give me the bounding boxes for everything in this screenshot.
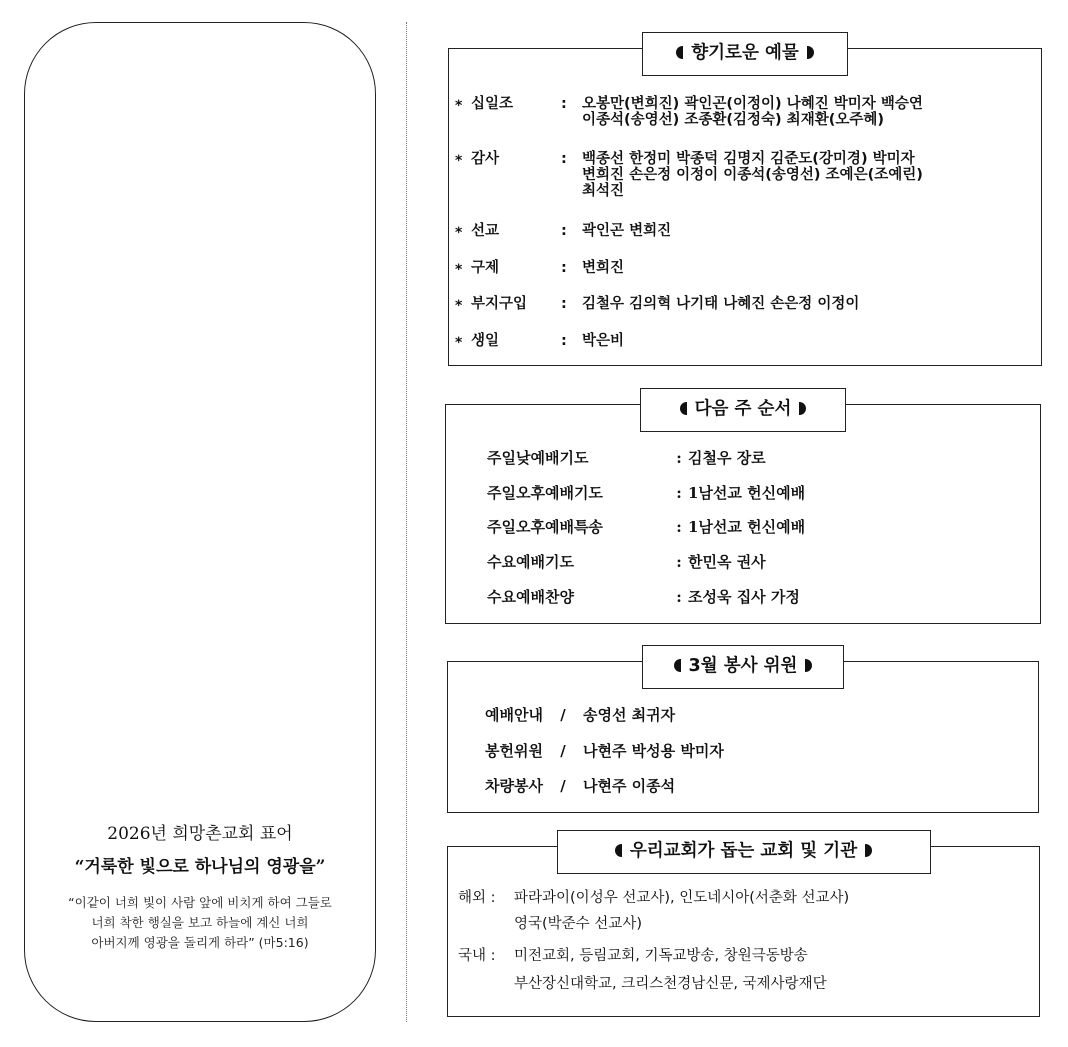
order-label: 수요예배찬양 <box>487 588 574 606</box>
half-circle-right-icon <box>865 844 872 857</box>
order-row <box>487 482 805 503</box>
order-label: 주일낮예배기도 <box>487 449 589 467</box>
next-week-section <box>445 399 1041 624</box>
offering-colon: : <box>561 296 567 312</box>
offering-names <box>582 223 1032 239</box>
order-row <box>487 586 800 607</box>
volunteer-row <box>485 704 675 725</box>
order-label: 주일오후예배특송 <box>487 518 603 536</box>
offerings-title-text: 향기로운 예물 <box>691 43 799 63</box>
order-value: 김철우 장로 <box>688 449 766 467</box>
order-colon: : <box>676 553 682 571</box>
names-line: 백종선 한정미 박종덕 김명지 김준도(강미경) 박미자 <box>582 151 915 167</box>
half-circle-right-icon <box>807 46 814 59</box>
offering-colon: : <box>561 260 567 276</box>
motto-block <box>25 819 375 953</box>
volunteers-title <box>642 645 844 689</box>
order-label: 수요예배기도 <box>487 553 574 571</box>
bullet-mark: * <box>455 298 463 314</box>
motto-slogan: “거룩한 빛으로 하나님의 영광을” <box>74 857 326 877</box>
names-line: 이종석(송영선) 조종환(김정숙) 최재환(오주혜) <box>582 112 884 128</box>
supported-title-text: 우리교회가 돕는 교회 및 기관 <box>629 841 858 861</box>
verse-line: 너희 착한 행실을 보고 하늘에 계신 너희 <box>91 915 309 930</box>
order-value: 조성욱 집사 가정 <box>688 588 800 606</box>
verse-line: “이같이 너희 빛이 사람 앞에 비치게 하여 그들로 <box>68 895 332 910</box>
order-value: 1남선교 헌신예배 <box>688 484 806 502</box>
domestic-row <box>458 945 808 967</box>
next-week-title-text: 다음 주 순서 <box>694 399 792 419</box>
order-row <box>487 516 805 537</box>
overseas-row-continued <box>458 913 642 935</box>
half-circle-left-icon <box>615 844 622 857</box>
volunteer-row <box>485 740 724 761</box>
order-row <box>487 447 766 468</box>
overseas-row <box>458 887 849 909</box>
next-week-title <box>640 388 846 432</box>
volunteer-separator: / <box>560 742 566 760</box>
volunteer-role: 봉헌위원 <box>485 742 543 760</box>
domestic-label: 국내 : <box>458 948 496 964</box>
offering-label: 생일 <box>471 333 500 349</box>
offering-label: 선교 <box>471 223 500 239</box>
half-circle-right-icon <box>799 402 806 415</box>
offering-colon: : <box>561 333 567 349</box>
motto-verse <box>25 893 375 953</box>
overseas-line: 파라과이(이성우 선교사), 인도네시아(서춘화 선교사) <box>514 890 850 906</box>
supported-section <box>447 841 1040 1017</box>
order-colon: : <box>676 588 682 606</box>
volunteer-separator: / <box>560 706 566 724</box>
names-line: 김철우 김의혁 나기태 나혜진 손은정 이정이 <box>582 296 860 312</box>
order-value: 1남선교 헌신예배 <box>688 518 806 536</box>
domestic-line: 부산장신대학교, 크리스천경남신문, 국제사랑재단 <box>514 976 827 992</box>
order-colon: : <box>676 518 682 536</box>
volunteer-row <box>485 775 675 796</box>
domestic-row-continued <box>458 973 827 995</box>
order-label: 주일오후예배기도 <box>487 484 603 502</box>
bullet-mark: * <box>455 98 463 114</box>
half-circle-right-icon <box>805 659 812 672</box>
volunteer-names: 나현주 박성용 박미자 <box>582 742 724 760</box>
volunteer-separator: / <box>560 777 566 795</box>
order-row <box>487 551 766 572</box>
offering-label: 감사 <box>471 151 500 167</box>
overseas-label: 해외 : <box>458 890 496 906</box>
names-line: 변희진 손은정 이정이 이종석(송영선) 조예은(조예린) <box>582 167 923 183</box>
names-line: 오봉만(변희진) 곽인곤(이정이) 나혜진 박미자 백승연 <box>582 96 923 112</box>
order-value: 한민옥 권사 <box>688 553 766 571</box>
half-circle-left-icon <box>676 46 683 59</box>
offering-names <box>582 333 1032 349</box>
bullet-mark: * <box>455 262 463 278</box>
overseas-line: 영국(박준수 선교사) <box>514 916 642 932</box>
offering-names <box>582 151 1032 199</box>
offerings-title <box>642 32 848 76</box>
volunteers-section <box>447 656 1039 813</box>
bullet-mark: * <box>455 225 463 241</box>
offering-names <box>582 96 1032 128</box>
domestic-line: 미전교회, 등림교회, 기독교방송, 창원극동방송 <box>514 948 808 964</box>
offerings-section <box>448 43 1042 366</box>
offering-label: 구제 <box>471 260 500 276</box>
motto-title: 2026년 희망촌교회 표어 <box>107 824 293 844</box>
volunteer-names: 송영선 최귀자 <box>582 706 676 724</box>
bullet-mark: * <box>455 335 463 351</box>
verse-line: 아버지께 영광을 돌리게 하라” (마5:16) <box>91 935 309 950</box>
offering-label: 십일조 <box>471 96 514 112</box>
order-colon: : <box>676 484 682 502</box>
order-colon: : <box>676 449 682 467</box>
names-line: 곽인곤 변희진 <box>582 223 672 239</box>
offering-names <box>582 296 1032 312</box>
offering-colon: : <box>561 96 567 112</box>
bullet-mark: * <box>455 153 463 169</box>
names-line: 박은비 <box>582 333 625 349</box>
offering-names <box>582 260 1032 276</box>
supported-title <box>557 830 931 874</box>
fold-divider <box>406 22 407 1022</box>
half-circle-left-icon <box>674 659 681 672</box>
names-line: 변희진 <box>582 260 625 276</box>
offering-colon: : <box>561 223 567 239</box>
names-line: 최석진 <box>582 183 625 199</box>
half-circle-left-icon <box>680 402 687 415</box>
volunteer-role: 예배안내 <box>485 706 543 724</box>
offering-colon: : <box>561 151 567 167</box>
volunteer-role: 차량봉사 <box>485 777 543 795</box>
offering-label: 부지구입 <box>471 296 528 312</box>
motto-panel <box>24 22 376 1022</box>
volunteer-names: 나현주 이종석 <box>582 777 676 795</box>
volunteers-title-text: 3월 봉사 위원 <box>688 656 798 676</box>
